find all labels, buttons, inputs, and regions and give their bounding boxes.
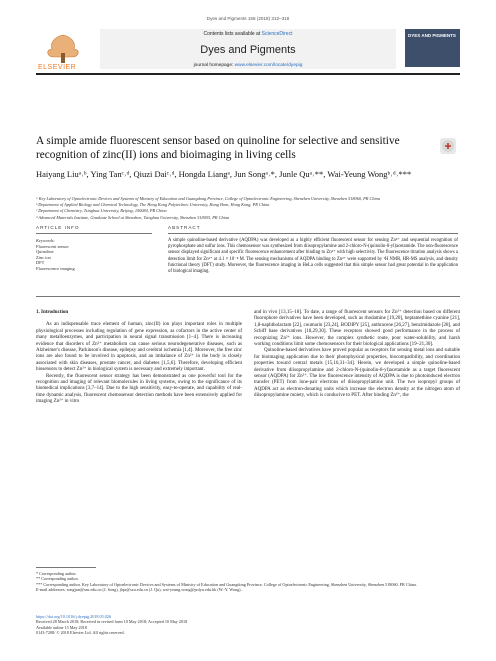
running-head: Dyes and Pigments 158 (2018) 312–318 — [206, 16, 290, 21]
footnote: ** Corresponding author. — [36, 576, 79, 582]
homepage-prefix: journal homepage: — [193, 63, 235, 68]
doi-link[interactable]: https://doi.org/10.1016/j.dyepig.2018.05.026 — [36, 614, 112, 619]
keywords-block — [36, 238, 152, 272]
keyword: Fluorescence imaging — [36, 265, 75, 271]
affiliation-item: ᵈ Advanced Materials Institute, Graduate School at Shenzhen, Tsinghua University, Shenzhen 518055, PR China — [36, 214, 230, 220]
keywords-heading: Keywords: — [36, 238, 55, 243]
copyright: 0143-7208/ © 2018 Elsevier Ltd. All rights reserved. — [36, 630, 125, 636]
journal-cover-title: DYES AND PIGMENTS — [408, 33, 456, 38]
available-online: Available online 15 May 2018 — [36, 624, 87, 630]
received-dates: Received 28 March 2018; Received in revised form 10 May 2018; Accepted 10 May 2018 — [36, 619, 188, 625]
footnote: * Corresponding author. — [36, 571, 77, 576]
keyword: Zinc ion — [36, 254, 51, 260]
article-info-rule — [36, 233, 152, 234]
affiliation-item: ᵇ Department of Applied Biology and Chemical Technology, The Hong Kong Polytechnic University, Hung Hom, Hong Kong, PR China — [36, 202, 270, 208]
keyword: Quinoline — [36, 249, 54, 255]
publisher-logo: ELSEVIER — [38, 64, 77, 71]
contents-prefix: Contents lists available at — [203, 31, 262, 37]
paragraph: Recently, the fluorescent sensor strategy has been demonstrated as one powerful tool for the recognition and imaging of relevant biomolecules in living systems, owing to the significance of its biomedical implications [3,7–14]. Due to the high sensitivity, easy-to-operate, and capability of real-time dynamic analysis, fluorescent chemosensor detection methods have been extensively applied for imaging Zn²⁺ in vitro — [36, 373, 242, 405]
crossmark-icon[interactable] — [440, 138, 456, 154]
masthead-rule — [36, 73, 460, 75]
elsevier-tree-logo — [36, 29, 90, 67]
abstract-rule — [168, 233, 458, 234]
section-heading: 1. Introduction — [36, 310, 69, 315]
contents-line — [100, 31, 396, 37]
footnote-rule — [36, 567, 96, 568]
affiliation-item: ᶜ Department of Chemistry, Tsinghua University, Beijing, 100084, PR China — [36, 208, 167, 214]
sciencedirect-link[interactable]: ScienceDirect — [261, 31, 293, 37]
abstract-heading: ABSTRACT — [168, 225, 201, 230]
keyword: DFT — [36, 260, 45, 266]
footnotes — [36, 571, 460, 593]
footnote: E-mail addresses: songjun@szu.edu.cn (J. Song), jlqu@szu.edu.cn (J. Qu), wai-yeung.wong@polyu.edu.hk (W.-Y. Wong). — [36, 587, 242, 593]
homepage-link[interactable]: www.elsevier.com/locate/dyepig — [234, 63, 303, 68]
article-info-heading: ARTICLE INFO — [36, 225, 80, 230]
paragraph: Quinoline-based derivatives have proved popular as receptors for sensing metal ions and suitable for bioimaging application due to their photophysical properties, biocompatibility, and coordination properties toward central metals [15,16,31–34]. Herein, we developed a simple quinoline-based derivative from diisopropylamine and 2-chloro-N-(quinolin-8-yl)acetamide as a target fluorescent sensor (AQDPA) for Zn²⁺. The low fluorescence intensity of AQDPA is due to photoinduced electron transfer (PET) from lone-pair electrons of diisopropylamine unit. The two isopropyl groups of AQDPA act as electron-donating units which increase the electron density at the nitrogen atom of diisopropylamine moiety, which is conducive to PET. After binding Zn²⁺, the — [254, 348, 460, 399]
publication-info — [36, 614, 460, 636]
journal-homepage — [100, 63, 396, 68]
abstract-bottom-rule — [36, 296, 460, 297]
affiliations — [36, 196, 456, 221]
left-column — [36, 310, 242, 406]
paragraph: and in vivo [13,15–18]. To date, a range of fluorescent sensors for Zn²⁺ detection based on different fluorophore derivatives have been developed, such as rhodamine [19,20], heptamethine cyanine [21], 1,8-naphtholactam [22], coumarin [23,24], BODIPY [25], anthracene [26,27], benzimidazole [28], and Schiff base derivatives [18,29,30]. These receptors showed good performance in the process of recognizing Zn²⁺ ions. However, the complex synthetic route, poor water-solubility, and harsh working conditions limit some chemosensors for their biological applications [19–21,30]. — [254, 310, 460, 348]
affiliation-item: ᵃ Key Laboratory of Optoelectronic Devices and Systems of Ministry of Education and Guangdong Province, College of Optoelectronic Engineering, Shenzhen University, Shenzhen 518060, PR China — [36, 196, 380, 201]
article-title: A simple amide fluorescent sensor based on quinoline for selective and sensitive recognition of zinc(II) ions and bioimaging in living cells — [36, 135, 400, 161]
author-list: Haiyang Liuᵃ˒ᵇ, Ying Tanᶜ˒ᵈ, Qiuzi Daiᶜ˒ᵈ, Hongda Liangᵃ, Jun Songᵃ˒*, Junle Quᵃ˒**, Wai-Yeung Wongᵇ˒ᵈ˒*** — [36, 169, 412, 179]
right-column — [254, 310, 460, 400]
keyword: Fluorescent sensor — [36, 243, 69, 249]
paragraph: As an indispensable trace element of human, zinc(II) ion plays important roles in multiple physiological processes including regulation of gene expression, as cofactors in the active center of many metalloenzymes, and participation in neural signal transmission [1–4]. There is increasing evidence that disorders of Zn²⁺ metabolism can cause serious neurodegenerative diseases, such as Alzheimer's disease, Parkinson's disease, epilepsy and cerebral ischemia [1,4]. Moreover, the free zinc ions are also found to be involved in apoptosis, and an imbalance of Zn²⁺ in the body is closely associated with skin diseases, prostate cancer, and diabetes [1,5,6]. Therefore, developing efficient biosensors to detect Zn²⁺ in biological system is necessary and extremely important. — [36, 322, 242, 373]
footnote: *** Corresponding author. Key Laboratory of Optoelectronic Devices and Systems of Ministry of Education and Guangdong Province, College of Optoelectronic Engineering, Shenzhen University, Shenzhen 518060, PR China. — [36, 581, 417, 587]
abstract-text: A simple quinoline-based derivative (AQDPA) was developed as a highly efficient fluorescent sensor for sensing Zn²⁺ and sequential recognition of pyrophosphate and sulfur ions. This chemosensor was synthesized from diisopropylamine and 2-chloro-N-(quinolin-8-yl)acetamide. The non-fluorescence sensor displayed significant and specific fluorescence enhancement after binding to Zn²⁺ with high selectivity. The fluorescence titration analysis shows a detection limit for Zn²⁺ at 4.1 × 10⁻⁸ M. The sensing mechanisms of AQDPA binding to Zn²⁺ were supported by ¹H NMR, HR-MS analysis, and density functional theory (DFT) study. Moreover, the fluorescence imaging in HeLa cells suggested that this simple sensor had great potential in the application of biological imaging. — [168, 238, 458, 275]
journal-name: Dyes and Pigments — [200, 44, 296, 56]
